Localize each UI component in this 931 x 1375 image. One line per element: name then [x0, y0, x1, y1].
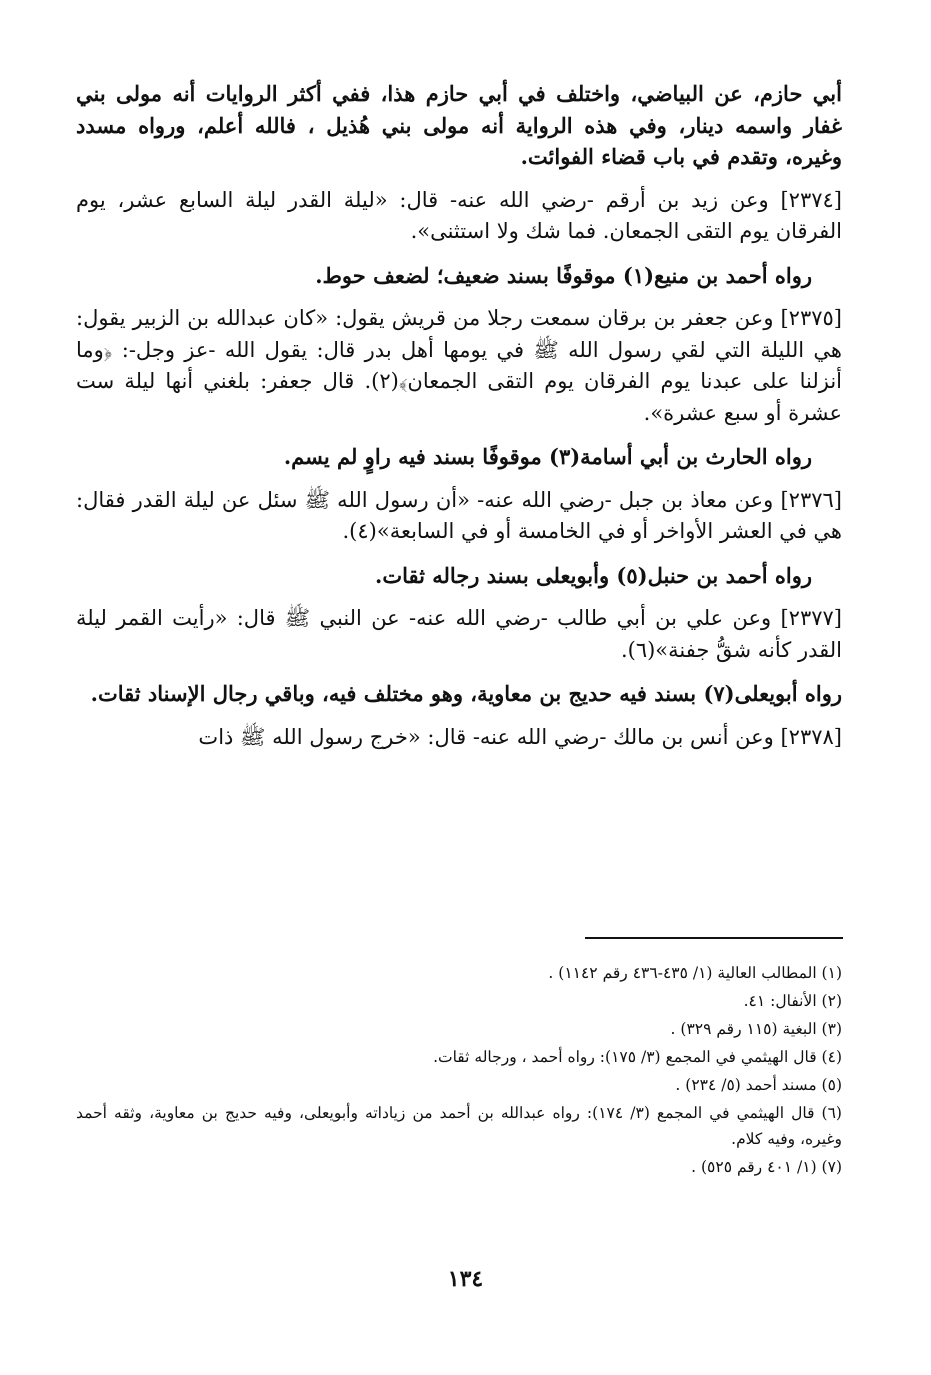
footnotes	[76, 960, 842, 1182]
footnote-separator	[585, 937, 843, 939]
narration-2376: رواه أحمد بن حنبل(٥) وأبويعلى بسند رجاله ثقات.	[375, 562, 812, 588]
narration-2377: رواه أبويعلى(٧) بسند فيه حديج بن معاوية، وهو مختلف فيه، وباقي رجال الإسناد ثقات.	[90, 681, 842, 706]
footnote-7: (٧) (١/ ٤٠١ رقم ٥٢٥) .	[691, 1158, 842, 1176]
hadith-2375: [٢٣٧٥] وعن جعفر بن برقان سمعت رجلا من قريش يقول: «كان عبدالله بن الزبير يقول: هي الليلة التي لقي رسول الله ﷺ في يومها أهل بدر قال: يقول الله -عز وجل-: ﴿وما أنزلنا على عبدنا يوم الفرقان يوم التقى الجمعان﴾(٢). قال جعفر: بلغني أنها ليلة ست عشرة أو سبع عشرة».	[76, 306, 843, 425]
main-text	[76, 78, 842, 765]
footnote-5: (٥) مسند أحمد (٥/ ٢٣٤) .	[675, 1076, 842, 1094]
hadith-2378: [٢٣٧٨] وعن أنس بن مالك -رضي الله عنه- قال: «خرج رسول الله ﷺ ذات	[198, 724, 842, 749]
narration-2374: رواه أحمد بن منيع(١) موقوفًا بسند ضعيف؛ لضعف حوط.	[315, 262, 812, 288]
footnote-3: (٣) البغية (١١٥ رقم ٣٢٩) .	[670, 1020, 842, 1038]
hadith-2374: [٢٣٧٤] وعن زيد بن أرقم -رضي الله عنه- قال: «ليلة القدر ليلة السابع عشر، يوم الفرقان يوم التقى الجمعان. فما شك ولا استثنى».	[76, 187, 842, 243]
narration-2375: رواه الحارث بن أبي أسامة(٣) موقوفًا بسند فيه راوٍ لم يسم.	[283, 444, 812, 469]
footnote-2: (٢) الأنفال: ٤١.	[743, 992, 842, 1010]
page-number: ١٣٤	[447, 1266, 484, 1292]
hadith-2376: [٢٣٧٦] وعن معاذ بن جبل -رضي الله عنه- «أن رسول الله ﷺ سئل عن ليلة القدر فقال: هي في العشر الأواخر أو في الخامسة أو في السابعة»(٤).	[76, 487, 842, 543]
footnote-1: (١) المطالب العالية (١/ ٤٣٥-٤٣٦ رقم ١١٤٢) .	[548, 964, 842, 982]
footnote-4: (٤) قال الهيثمي في المجمع (٣/ ١٧٥): رواه أحمد ، ورجاله ثقات.	[433, 1048, 842, 1066]
hadith-2377: [٢٣٧٧] وعن علي بن أبي طالب -رضي الله عنه- عن النبي ﷺ قال: «رأيت القمر ليلة القدر كأنه شقُّ جفنة»(٦).	[76, 606, 842, 662]
footnote-6: (٦) قال الهيثمي في المجمع (٣/ ١٧٤): رواه عبدالله بن أحمد من زياداته وأبويعلى، وفيه حديج بن معاوية، وثقه أحمد وغيره، وفيه كلام.	[76, 1104, 842, 1148]
intro-paragraph: أبي حازم، عن البياضي، واختلف في أبي حازم هذا، ففي أكثر الروايات أنه مولى بني غفار واسمه دينار، وفي هذه الرواية أنه مولى بني هُذيل ، فالله أعلم، ورواه مسدد وغيره، وتقدم في باب قضاء الفوائت.	[76, 81, 842, 169]
